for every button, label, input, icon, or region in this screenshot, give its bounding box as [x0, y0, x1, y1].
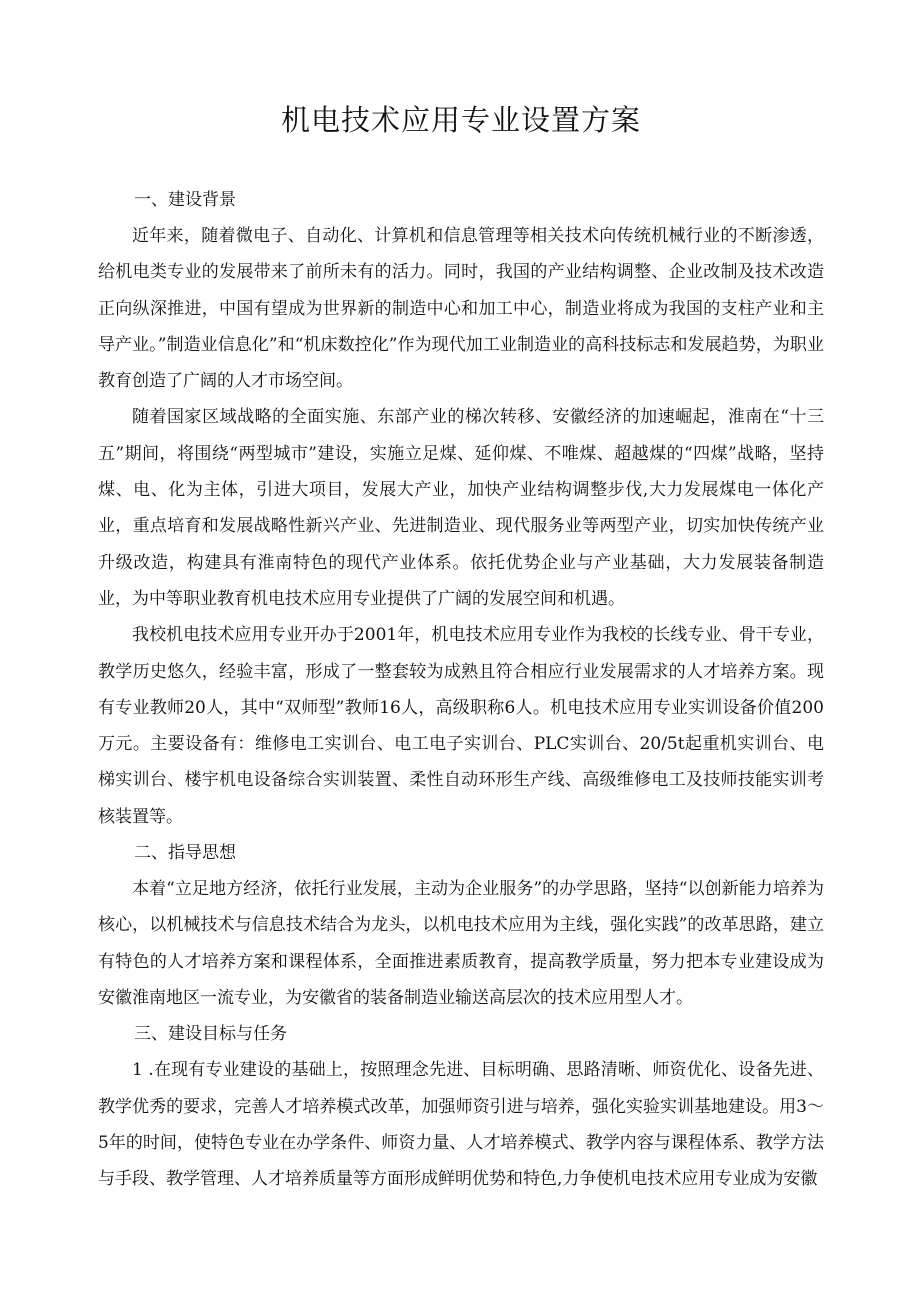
paragraph: 本着“立足地方经济，依托行业发展，主动为企业服务”的办学思路，坚持“以创新能力培养为核心，以机械技术与信息技术结合为龙头，以机电技术应用为主线，强化实践”的改革思路，建立有特色的人才培养方案和课程体系，全面推进素质教育，提高教学质量，努力把本专业建设成为安徽淮南地区一流专业，为安徽省的装备制造业输送高层次的技术应用型人才。	[98, 879, 824, 1008]
section-heading: 三、建设目标与任务	[134, 1024, 287, 1045]
section-goals-tasks	[98, 1016, 824, 1197]
section-background	[98, 182, 824, 835]
paragraph: 随着国家区域战略的全面实施、东部产业的梯次转移、安徽经济的加速崛起，淮南在“十三五”期间，将围绕“两型城市”建设，实施立足煤、延仰煤、不唯煤、超越煤的“四煤”战略，坚持煤、电、化为主体，引进大项目，发展大产业，加快产业结构调整步伐,大力发展煤电一体化产业，重点培育和发展战略性新兴产业、先进制造业、现代服务业等两型产业，切实加快传统产业升级改造，构建具有淮南特色的现代产业体系。依托优势企业与产业基础，大力发展装备制造业，为中等职业教育机电技术应用专业提供了广阔的发展空间和机遇。	[98, 407, 824, 609]
paragraph: 我校机电技术应用专业开办于2001年，机电技术应用专业作为我校的长线专业、骨干专业，教学历史悠久，经验丰富，形成了一整套较为成熟且符合相应行业发展需求的人才培养方案。现有专业教师20人，其中“双师型”教师16人，高级职称6人。机电技术应用专业实训设备价值200万元。主要设备有：维修电工实训台、电工电子实训台、PLC实训台、20/5t起重机实训台、电梯实训台、楼宇机电设备综合实训装置、柔性自动环形生产线、高级维修电工及技师技能实训考核装置等。	[98, 625, 824, 827]
section-heading: 二、指导思想	[134, 843, 236, 864]
document-title: 机电技术应用专业设置方案	[280, 103, 641, 137]
section-guiding-ideology	[98, 835, 824, 1016]
paragraph: 1 .在现有专业建设的基础上，按照理念先进、目标明确、思路清晰、师资优化、设备先进、教学优秀的要求，完善人才培养模式改革，加强师资引进与培养，强化实验实训基地建设。用3～5年的时间，使特色专业在办学条件、师资力量、人才培养模式、教学内容与课程体系、教学方法与手段、教学管理、人才培养质量等方面形成鲜明优势和特色,力争使机电技术应用专业成为安徽	[98, 1060, 824, 1190]
paragraph: 近年来，随着微电子、自动化、计算机和信息管理等相关技术向传统机械行业的不断渗透，给机电类专业的发展带来了前所未有的活力。同时，我国的产业结构调整、企业改制及技术改造正向纵深推进，中国有望成为世界新的制造中心和加工中心，制造业将成为我国的支柱产业和主导产业。”制造业信息化”和“机床数控化”作为现代加工业制造业的高科技标志和发展趋势，为职业教育创造了广阔的人才市场空间。	[98, 226, 824, 392]
section-heading: 一、建设背景	[134, 190, 236, 210]
